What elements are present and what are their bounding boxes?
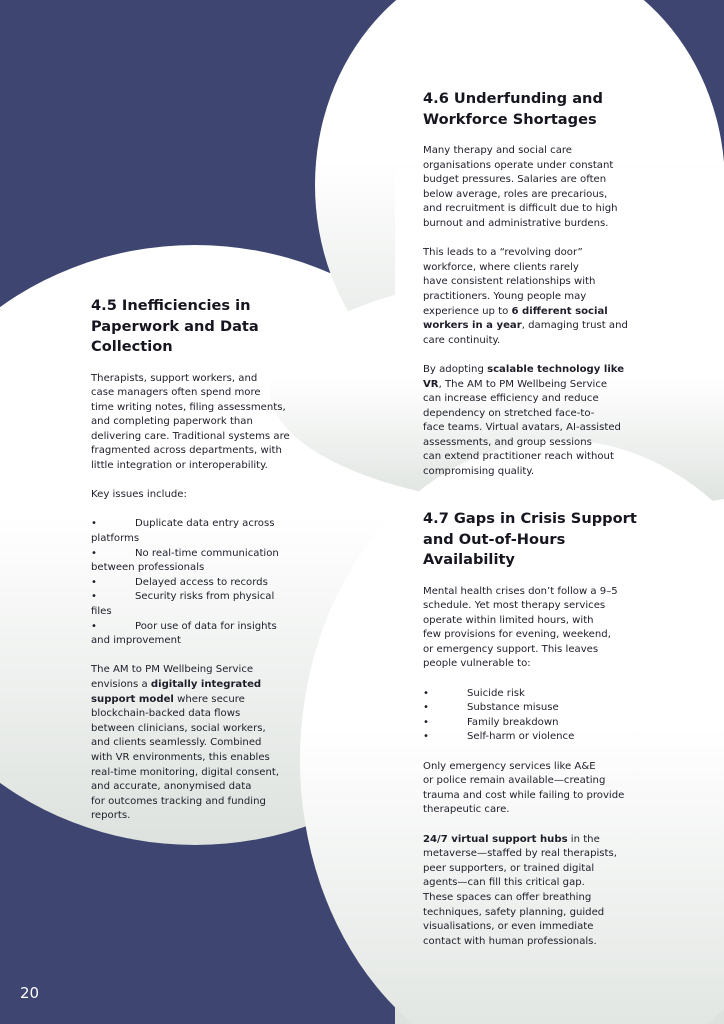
list-item: • Self-harm or violence xyxy=(423,730,643,745)
section-4-6 xyxy=(423,89,638,480)
section-4-7-bullet-list xyxy=(423,687,643,745)
list-item: • Duplicate data entry across platforms xyxy=(91,518,275,545)
bullet-icon: • xyxy=(91,576,97,588)
list-item: • Family breakdown xyxy=(423,716,643,731)
section-4-5 xyxy=(91,296,306,824)
list-item: • Suicide risk xyxy=(423,687,643,702)
list-item: • Security risks from physical files xyxy=(91,591,275,617)
list-item: • Delayed access to records xyxy=(91,576,306,591)
bullet-icon: • xyxy=(91,547,97,559)
section-4-7-paragraph-1: Mental health crises don’t follow a 9–5 schedule. Yet most therapy services operate within limited hours, with few provisions for evening, weekend, or emergency support. This leaves people vulnerable to: xyxy=(423,585,618,670)
section-4-7-paragraph-3: 24/7 virtual support hubs in the metaverse—staffed by real therapists, peer supporters, or trained digital agents—can fill this critical gap. These spaces can offer breathing techniques, safety planning, guided visualisations, or even immediate contact with human professionals. xyxy=(423,833,617,947)
list-item: • Substance misuse xyxy=(423,701,643,716)
section-4-6-paragraph-2: This leads to a “revolving door” workforce, where clients rarely have consistent relationships with practitioners. Young people may experience up to 6 different social workers in a year, damaging trust and care continuity. xyxy=(423,247,628,346)
section-4-5-bullet-list xyxy=(91,517,306,648)
section-4-6-paragraph-1: Many therapy and social care organisations operate under constant budget pressures. Salaries are often below average, roles are precarious, and recruitment is difficult due to high burnout and administrative burdens. xyxy=(423,145,618,229)
section-4-7 xyxy=(423,509,643,949)
list-item: • No real-time communication between professionals xyxy=(91,547,279,574)
bullet-icon: • xyxy=(91,620,97,632)
bullet-icon: • xyxy=(423,687,429,699)
section-4-7-title: 4.7 Gaps in Crisis Support and Out-of-Hours Availability xyxy=(423,510,637,568)
section-4-6-paragraph-3: By adopting scalable technology like VR, The AM to PM Wellbeing Service can increase efficiency and reduce dependency on stretched face-to- face teams. Virtual avatars, AI-assisted assessments, and group sessions can extend practitioner reach without compromising quality. xyxy=(423,363,625,478)
bullet-icon: • xyxy=(423,702,429,714)
bullet-icon: • xyxy=(423,716,429,728)
section-4-5-paragraph-2: Key issues include: xyxy=(91,489,187,501)
section-4-7-paragraph-2: Only emergency services like A&E or police remain available—creating trauma and cost while failing to provide therapeutic care. xyxy=(423,760,625,816)
bullet-icon: • xyxy=(423,731,429,743)
section-4-6-title: 4.6 Underfunding and Workforce Shortages xyxy=(423,90,603,128)
section-4-5-title: 4.5 Inefficiencies in Paperwork and Data Collection xyxy=(91,297,259,355)
list-item: • Poor use of data for insights and improvement xyxy=(91,620,277,647)
bullet-icon: • xyxy=(91,518,97,530)
bullet-icon: • xyxy=(91,591,97,603)
page-number: 20 xyxy=(20,984,40,1002)
section-4-5-paragraph-1: Therapists, support workers, and case managers often spend more time writing notes, filing assessments, and completing paperwork than delivering care. Traditional systems are fragmented across departments, with little integration or interoperability. xyxy=(91,372,290,472)
section-4-5-paragraph-3: The AM to PM Wellbeing Service envisions a digitally integrated support model where secure blockchain-backed data flows between clinicians, social workers, and clients seamlessly. Combined with VR environments, this enables real-time monitoring, digital consent, and accurate, anonymised data for outcomes tracking and funding reports. xyxy=(91,664,280,822)
